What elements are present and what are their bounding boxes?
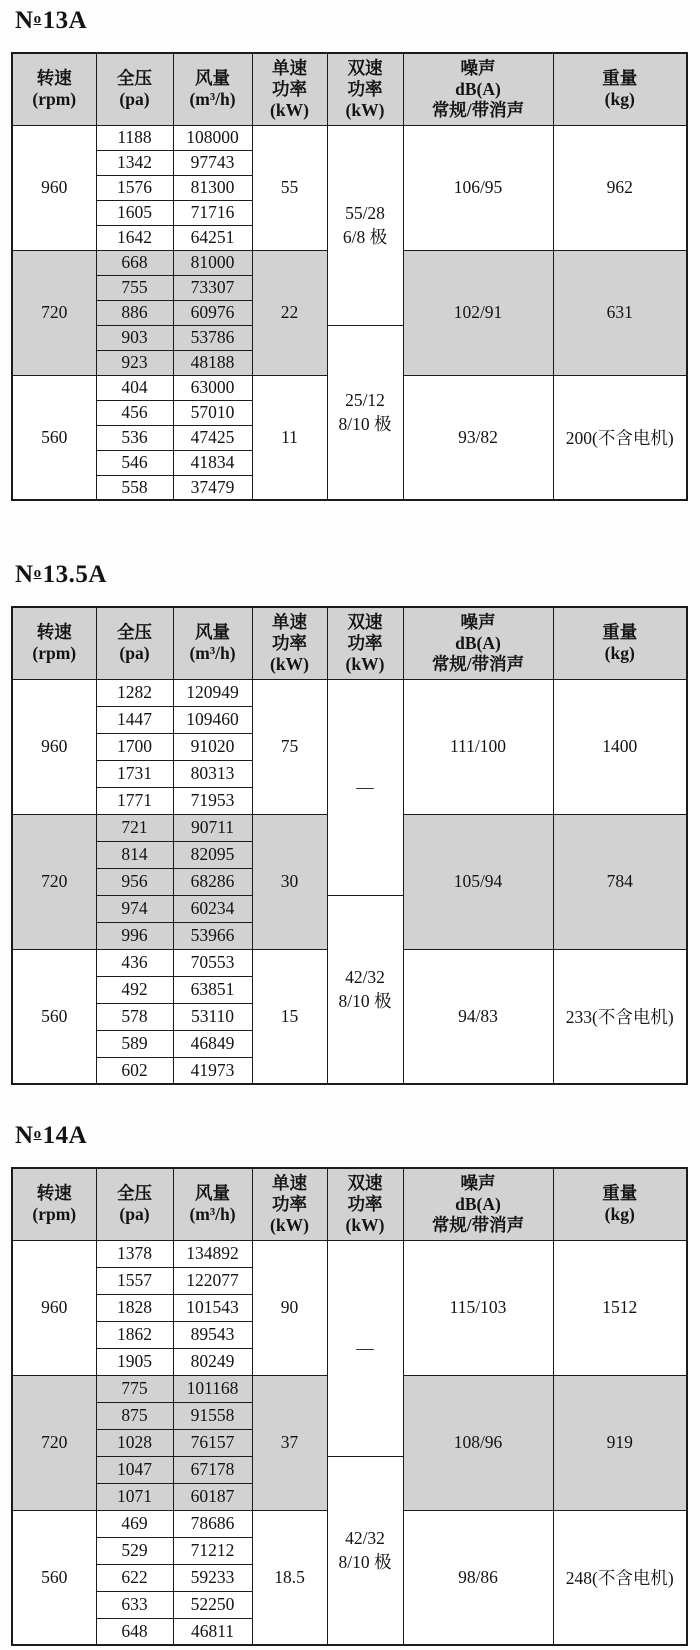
cell-rpm: 960: [12, 679, 96, 814]
cell-dual-power: [327, 895, 403, 1084]
col-header-dual-power: [327, 1168, 403, 1240]
cell-noise: 108/96: [403, 1375, 553, 1510]
cell-flow: 60976: [173, 300, 252, 325]
header-line: 功率: [347, 632, 383, 653]
cell-pressure: 956: [96, 868, 173, 895]
cell-dual-power: [327, 325, 403, 500]
title-letter-o-underlined: o: [33, 11, 42, 27]
table-header: [12, 1168, 687, 1240]
cell-rpm: 720: [12, 250, 96, 375]
header-line: (kg): [604, 1204, 635, 1225]
cell-flow: 46811: [173, 1618, 252, 1645]
cell-weight: 1512: [553, 1240, 687, 1375]
cell-rpm: 560: [12, 375, 96, 500]
dual-power-line: 8/10 极: [338, 414, 392, 435]
col-header-dual-power: [327, 53, 403, 125]
cell-pressure: 1047: [96, 1456, 173, 1483]
section-no14a: [11, 1121, 700, 1646]
cell-pressure: 1731: [96, 760, 173, 787]
cell-noise: 93/82: [403, 375, 553, 500]
cell-flow: 109460: [173, 706, 252, 733]
cell-pressure: 436: [96, 949, 173, 976]
dual-power-line: —: [356, 1338, 374, 1358]
header-line: (kW): [345, 99, 385, 120]
header-line: 噪声: [460, 57, 496, 78]
cell-flow: 71212: [173, 1537, 252, 1564]
cell-flow: 82095: [173, 841, 252, 868]
header-line: 重量: [602, 68, 638, 89]
cell-single-power: 37: [252, 1375, 327, 1510]
dual-power-line: 8/10 极: [338, 1552, 392, 1573]
header-line: (rpm): [32, 89, 77, 110]
col-header-single-power: [252, 53, 327, 125]
col-header-weight: [553, 53, 687, 125]
cell-rpm: 720: [12, 814, 96, 949]
col-header-rpm: [12, 607, 96, 679]
section-no13a: [11, 6, 700, 501]
header-line: 双速: [347, 1172, 383, 1193]
col-header-weight: [553, 1168, 687, 1240]
cell-weight: 248(不含电机): [553, 1510, 687, 1645]
col-header-pressure: [96, 607, 173, 679]
header-line: 转速: [36, 622, 72, 643]
header-line: (m³/h): [189, 643, 236, 664]
table-header: [12, 53, 687, 125]
header-line: dB(A): [455, 1193, 501, 1214]
data-row: [12, 1240, 687, 1267]
cell-pressure: 1282: [96, 679, 173, 706]
cell-pressure: 668: [96, 250, 173, 275]
cell-single-power: 75: [252, 679, 327, 814]
cell-flow: 89543: [173, 1321, 252, 1348]
table-body: [12, 679, 687, 1084]
cell-pressure: 589: [96, 1030, 173, 1057]
cell-flow: 80249: [173, 1348, 252, 1375]
header-line: (rpm): [32, 643, 77, 664]
header-line: 转速: [36, 1183, 72, 1204]
header-line: (kW): [345, 653, 385, 674]
col-header-dual-power: [327, 607, 403, 679]
dual-power-line: 42/32: [345, 1528, 385, 1549]
cell-flow: 59233: [173, 1564, 252, 1591]
col-header-noise: [403, 53, 553, 125]
cell-flow: 122077: [173, 1267, 252, 1294]
cell-dual-power: [327, 1456, 403, 1645]
cell-pressure: 775: [96, 1375, 173, 1402]
header-line: 双速: [347, 611, 383, 632]
header-line: (kg): [604, 643, 635, 664]
cell-flow: 120949: [173, 679, 252, 706]
header-line: 常规/带消声: [431, 1214, 525, 1235]
cell-flow: 91020: [173, 733, 252, 760]
cell-flow: 81300: [173, 175, 252, 200]
header-line: (pa): [119, 643, 150, 664]
cell-flow: 41834: [173, 450, 252, 475]
header-line: (kW): [270, 653, 309, 674]
header-line: 功率: [347, 78, 383, 99]
cell-flow: 68286: [173, 868, 252, 895]
cell-flow: 91558: [173, 1402, 252, 1429]
header-line: 常规/带消声: [431, 99, 525, 120]
cell-pressure: 1557: [96, 1267, 173, 1294]
title-letter-n: N: [15, 7, 34, 34]
fan-spec-table-no13-5a: [11, 606, 688, 1085]
table-header: [12, 607, 687, 679]
header-line: 单速: [272, 1172, 307, 1193]
section-title-no13a: [15, 6, 700, 39]
header-line: (rpm): [32, 1204, 77, 1225]
cell-flow: 97743: [173, 150, 252, 175]
header-line: (kg): [604, 89, 635, 110]
cell-flow: 71716: [173, 200, 252, 225]
header-line: 重量: [602, 622, 638, 643]
title-letter-o-underlined: o: [33, 1126, 42, 1142]
cell-pressure: 1447: [96, 706, 173, 733]
cell-flow: 63851: [173, 976, 252, 1003]
cell-flow: 60234: [173, 895, 252, 922]
cell-pressure: 1028: [96, 1429, 173, 1456]
table-body: [12, 1240, 687, 1645]
cell-pressure: 578: [96, 1003, 173, 1030]
cell-pressure: 814: [96, 841, 173, 868]
cell-pressure: 546: [96, 450, 173, 475]
cell-pressure: 903: [96, 325, 173, 350]
header-row: [12, 607, 687, 679]
cell-rpm: 960: [12, 125, 96, 250]
cell-flow: 67178: [173, 1456, 252, 1483]
title-model-number: 14A: [42, 1122, 88, 1149]
cell-single-power: 90: [252, 1240, 327, 1375]
cell-flow: 46849: [173, 1030, 252, 1057]
cell-flow: 70553: [173, 949, 252, 976]
cell-rpm: 560: [12, 949, 96, 1084]
title-letter-n: N: [15, 1122, 34, 1149]
cell-flow: 64251: [173, 225, 252, 250]
header-line: 转速: [36, 68, 72, 89]
col-header-pressure: [96, 1168, 173, 1240]
cell-flow: 37479: [173, 475, 252, 500]
cell-flow: 73307: [173, 275, 252, 300]
dual-power-line: 42/32: [345, 967, 385, 988]
header-line: dB(A): [455, 78, 501, 99]
col-header-flow: [173, 53, 252, 125]
cell-weight: 200(不含电机): [553, 375, 687, 500]
dual-power-line: 8/10 极: [338, 991, 392, 1012]
cell-dual-power: [327, 679, 403, 895]
col-header-flow: [173, 1168, 252, 1240]
cell-noise: 115/103: [403, 1240, 553, 1375]
cell-pressure: 622: [96, 1564, 173, 1591]
cell-weight: 1400: [553, 679, 687, 814]
col-header-rpm: [12, 1168, 96, 1240]
dual-power-line: —: [356, 777, 374, 797]
cell-pressure: 721: [96, 814, 173, 841]
cell-flow: 57010: [173, 400, 252, 425]
header-line: 噪声: [460, 1172, 496, 1193]
cell-pressure: 755: [96, 275, 173, 300]
cell-pressure: 558: [96, 475, 173, 500]
cell-pressure: 1700: [96, 733, 173, 760]
cell-pressure: 492: [96, 976, 173, 1003]
cell-flow: 53966: [173, 922, 252, 949]
header-line: 风量: [195, 68, 230, 89]
cell-single-power: 15: [252, 949, 327, 1084]
cell-pressure: 1905: [96, 1348, 173, 1375]
dual-power-line: 25/12: [345, 390, 385, 411]
cell-dual-power: [327, 125, 403, 325]
cell-pressure: 1188: [96, 125, 173, 150]
header-row: [12, 53, 687, 125]
cell-flow: 101543: [173, 1294, 252, 1321]
col-header-weight: [553, 607, 687, 679]
fan-spec-table-no14a: [11, 1167, 688, 1646]
cell-flow: 52250: [173, 1591, 252, 1618]
data-row: [12, 125, 687, 150]
header-line: 常规/带消声: [431, 653, 525, 674]
header-line: 噪声: [460, 611, 496, 632]
title-letter-n: N: [15, 561, 34, 588]
section-title-no14a: [15, 1121, 700, 1154]
header-line: (pa): [119, 89, 150, 110]
cell-pressure: 923: [96, 350, 173, 375]
cell-flow: 47425: [173, 425, 252, 450]
cell-weight: 233(不含电机): [553, 949, 687, 1084]
cell-noise: 105/94: [403, 814, 553, 949]
header-line: (kW): [270, 1214, 309, 1235]
header-line: 双速: [347, 57, 383, 78]
header-line: 全压: [117, 68, 152, 89]
cell-rpm: 960: [12, 1240, 96, 1375]
cell-weight: 962: [553, 125, 687, 250]
data-row: [12, 679, 687, 706]
cell-pressure: 529: [96, 1537, 173, 1564]
cell-flow: 108000: [173, 125, 252, 150]
cell-pressure: 1642: [96, 225, 173, 250]
cell-rpm: 720: [12, 1375, 96, 1510]
cell-pressure: 633: [96, 1591, 173, 1618]
cell-single-power: 22: [252, 250, 327, 375]
cell-pressure: 1378: [96, 1240, 173, 1267]
cell-flow: 60187: [173, 1483, 252, 1510]
cell-weight: 784: [553, 814, 687, 949]
cell-flow: 81000: [173, 250, 252, 275]
cell-flow: 101168: [173, 1375, 252, 1402]
header-line: 功率: [347, 1193, 383, 1214]
cell-pressure: 875: [96, 1402, 173, 1429]
header-line: (kW): [345, 1214, 385, 1235]
cell-pressure: 469: [96, 1510, 173, 1537]
cell-flow: 90711: [173, 814, 252, 841]
cell-single-power: 18.5: [252, 1510, 327, 1645]
cell-pressure: 996: [96, 922, 173, 949]
cell-pressure: 1071: [96, 1483, 173, 1510]
cell-noise: 94/83: [403, 949, 553, 1084]
header-line: 风量: [195, 622, 230, 643]
title-letter-o-underlined: o: [33, 565, 42, 581]
fan-spec-table-no13a: [11, 52, 688, 501]
cell-flow: 78686: [173, 1510, 252, 1537]
header-line: 功率: [272, 632, 307, 653]
header-row: [12, 1168, 687, 1240]
cell-pressure: 602: [96, 1057, 173, 1084]
header-line: 全压: [117, 1183, 152, 1204]
cell-pressure: 648: [96, 1618, 173, 1645]
cell-flow: 48188: [173, 350, 252, 375]
cell-pressure: 456: [96, 400, 173, 425]
cell-flow: 134892: [173, 1240, 252, 1267]
col-header-flow: [173, 607, 252, 679]
dual-power-line: 55/28: [345, 203, 385, 223]
section-no13-5a: [11, 560, 700, 1085]
cell-noise: 106/95: [403, 125, 553, 250]
cell-noise: 98/86: [403, 1510, 553, 1645]
cell-dual-power: [327, 1240, 403, 1456]
cell-noise: 111/100: [403, 679, 553, 814]
cell-pressure: 886: [96, 300, 173, 325]
cell-flow: 41973: [173, 1057, 252, 1084]
header-line: dB(A): [455, 632, 501, 653]
cell-pressure: 1576: [96, 175, 173, 200]
cell-flow: 63000: [173, 375, 252, 400]
cell-pressure: 404: [96, 375, 173, 400]
col-header-noise: [403, 1168, 553, 1240]
cell-pressure: 536: [96, 425, 173, 450]
cell-flow: 80313: [173, 760, 252, 787]
col-header-noise: [403, 607, 553, 679]
cell-single-power: 55: [252, 125, 327, 250]
col-header-rpm: [12, 53, 96, 125]
col-header-single-power: [252, 1168, 327, 1240]
header-line: 单速: [272, 57, 307, 78]
header-line: 风量: [195, 1183, 230, 1204]
cell-flow: 53786: [173, 325, 252, 350]
title-model-number: 13A: [42, 7, 88, 34]
cell-noise: 102/91: [403, 250, 553, 375]
cell-flow: 53110: [173, 1003, 252, 1030]
header-line: 单速: [272, 611, 307, 632]
dual-power-line: 6/8 极: [342, 227, 388, 247]
header-line: 全压: [117, 622, 152, 643]
cell-flow: 71953: [173, 787, 252, 814]
header-line: 功率: [272, 78, 307, 99]
cell-weight: 919: [553, 1375, 687, 1510]
cell-pressure: 1771: [96, 787, 173, 814]
cell-pressure: 974: [96, 895, 173, 922]
cell-weight: 631: [553, 250, 687, 375]
cell-single-power: 30: [252, 814, 327, 949]
cell-flow: 76157: [173, 1429, 252, 1456]
table-body: [12, 125, 687, 500]
header-line: 功率: [272, 1193, 307, 1214]
cell-pressure: 1828: [96, 1294, 173, 1321]
col-header-single-power: [252, 607, 327, 679]
header-line: (pa): [119, 1204, 150, 1225]
section-title-no13-5a: [15, 560, 700, 593]
header-line: (m³/h): [189, 89, 236, 110]
cell-rpm: 560: [12, 1510, 96, 1645]
cell-pressure: 1605: [96, 200, 173, 225]
header-line: 重量: [602, 1183, 638, 1204]
title-model-number: 13.5A: [42, 561, 107, 588]
cell-pressure: 1862: [96, 1321, 173, 1348]
header-line: (m³/h): [189, 1204, 236, 1225]
cell-single-power: 11: [252, 375, 327, 500]
cell-pressure: 1342: [96, 150, 173, 175]
header-line: (kW): [270, 99, 309, 120]
col-header-pressure: [96, 53, 173, 125]
